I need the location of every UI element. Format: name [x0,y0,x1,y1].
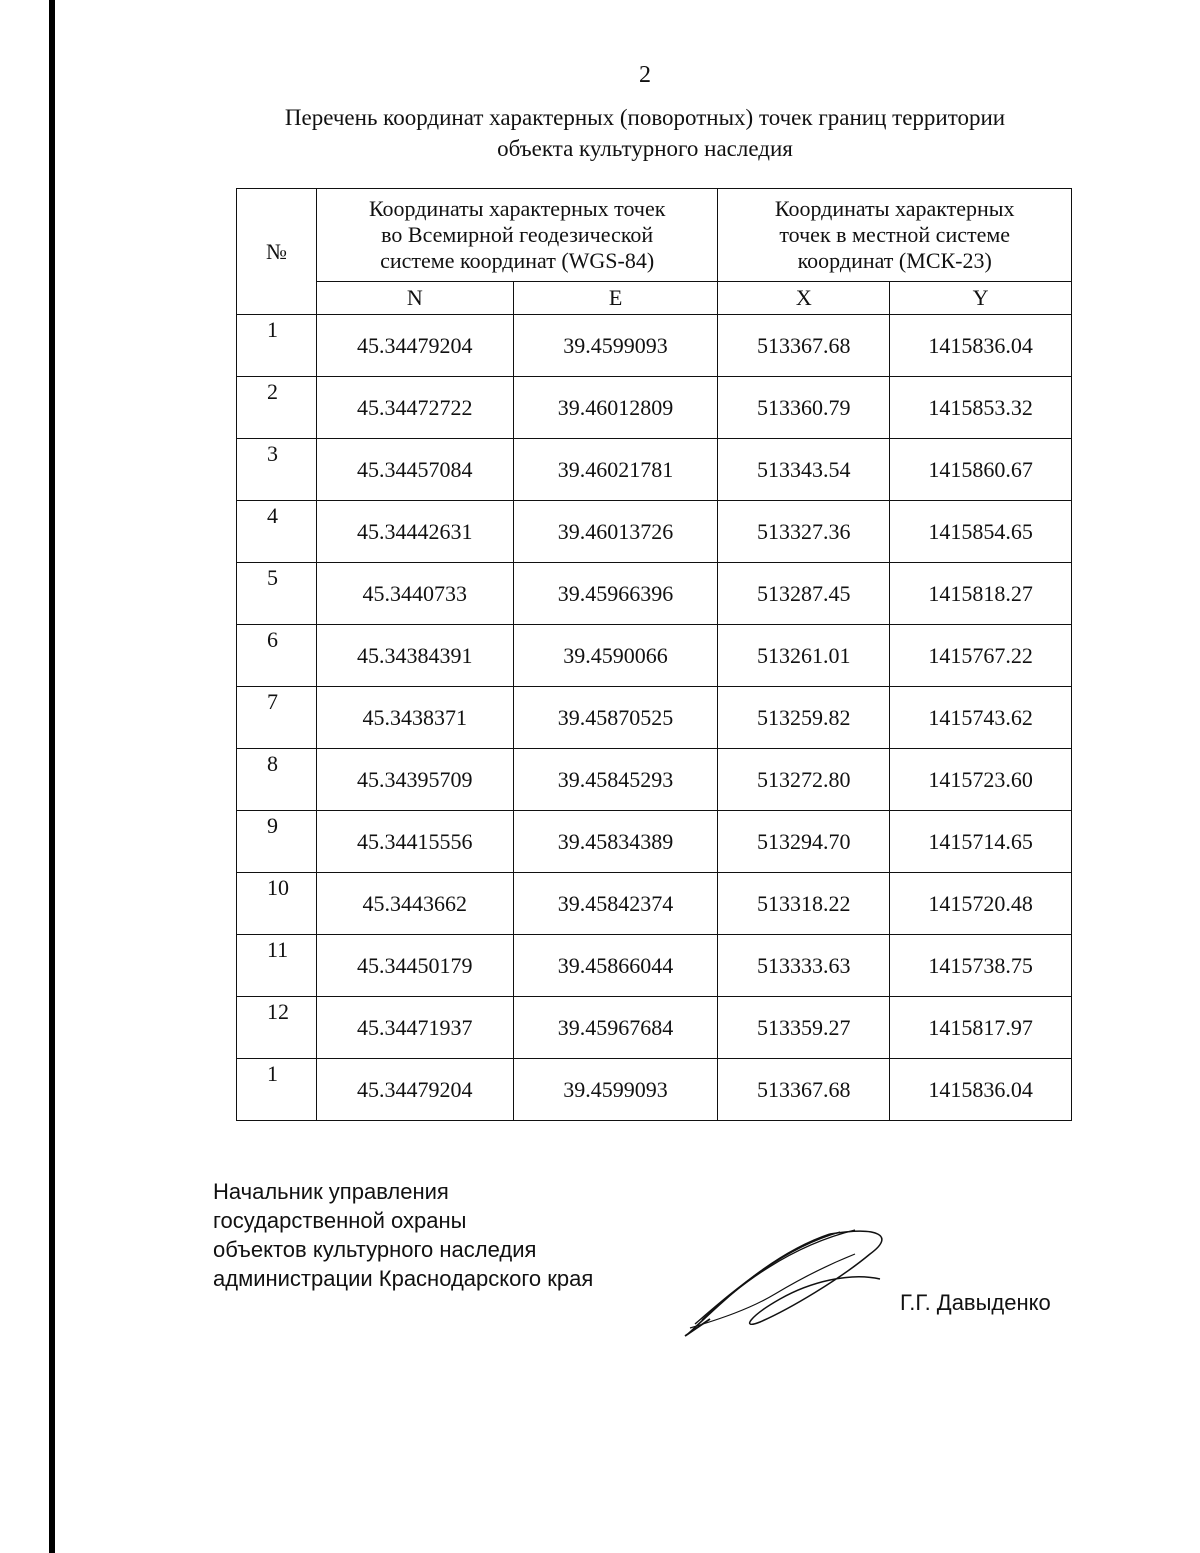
coordinate-cell: 1415860.67 [890,439,1072,501]
point-number-cell: 4 [237,501,317,563]
table-row [237,749,1072,811]
coordinate-cell: 1415743.62 [890,687,1072,749]
coordinate-cell: 1415738.75 [890,935,1072,997]
table-row [237,315,1072,377]
coordinate-cell: 39.45967684 [513,997,718,1059]
coordinate-cell: 39.4599093 [513,315,718,377]
title-line-2: объекта культурного наследия [497,136,793,161]
point-number-cell: 8 [237,749,317,811]
coordinate-cell: 45.34415556 [316,811,513,873]
coordinate-cell: 39.4590066 [513,625,718,687]
msk23-header [718,189,1072,282]
table-row [237,501,1072,563]
signatory-position [213,1177,593,1293]
coordinates-table [236,188,1072,1121]
coordinate-cell: 45.34471937 [316,997,513,1059]
msk23-header-line: координат (МСК-23) [797,248,992,273]
wgs84-header-line: во Всемирной геодезической [381,222,654,247]
point-number-cell: 3 [237,439,317,501]
table-row [237,625,1072,687]
column-header-y: Y [890,282,1072,315]
coordinate-cell: 513259.82 [718,687,890,749]
position-line: объектов культурного наследия [213,1237,537,1262]
coordinate-cell: 1415817.97 [890,997,1072,1059]
signatory-name: Г.Г. Давыденко [900,1290,1051,1315]
coordinate-cell: 45.34384391 [316,625,513,687]
point-number-cell: 1 [237,1059,317,1121]
coordinate-cell: 39.45870525 [513,687,718,749]
table-row [237,811,1072,873]
column-header-n: N [316,282,513,315]
coordinate-cell: 45.34479204 [316,315,513,377]
point-number-cell: 2 [237,377,317,439]
coordinate-cell: 513367.68 [718,315,890,377]
coordinate-cell: 513359.27 [718,997,890,1059]
wgs84-header-line: системе координат (WGS-84) [380,248,655,273]
table-row [237,439,1072,501]
coordinate-cell: 513360.79 [718,377,890,439]
coordinate-cell: 513367.68 [718,1059,890,1121]
coordinate-cell: 45.34442631 [316,501,513,563]
point-number-cell: 12 [237,997,317,1059]
coordinate-cell: 39.45842374 [513,873,718,935]
table-row [237,935,1072,997]
wgs84-header-line: Координаты характерных точек [368,196,666,221]
msk23-header-line: Координаты характерных [774,196,1015,221]
coordinate-cell: 513343.54 [718,439,890,501]
table-row [237,873,1072,935]
table-row [237,1059,1072,1121]
coordinate-cell: 513272.80 [718,749,890,811]
coordinate-cell: 45.3440733 [316,563,513,625]
coordinate-cell: 513318.22 [718,873,890,935]
coordinate-cell: 513261.01 [718,625,890,687]
column-header-e: E [513,282,718,315]
table-row [237,377,1072,439]
coordinate-cell: 45.34395709 [316,749,513,811]
position-line: администрации Краснодарского края [213,1266,594,1291]
coordinate-cell: 1415714.65 [890,811,1072,873]
coordinate-cell: 513294.70 [718,811,890,873]
point-number-cell: 11 [237,935,317,997]
coordinate-cell: 39.4599093 [513,1059,718,1121]
coordinate-cell: 39.46013726 [513,501,718,563]
point-number-cell: 10 [237,873,317,935]
coordinate-cell: 45.34450179 [316,935,513,997]
table-row [237,563,1072,625]
coordinate-cell: 1415720.48 [890,873,1072,935]
table-row [237,687,1072,749]
coordinate-cell: 513327.36 [718,501,890,563]
coordinate-cell: 39.45866044 [513,935,718,997]
coordinate-cell: 45.34457084 [316,439,513,501]
document-title [230,102,1060,164]
coordinate-cell: 45.3443662 [316,873,513,935]
coordinate-cell: 39.45966396 [513,563,718,625]
table-row [237,997,1072,1059]
page-edge-line [49,0,55,1553]
coordinate-cell: 1415767.22 [890,625,1072,687]
coordinate-cell: 39.46012809 [513,377,718,439]
coordinate-cell: 39.45834389 [513,811,718,873]
title-line-1: Перечень координат характерных (поворотных) точек границ территории [284,105,1006,130]
coordinate-cell: 513287.45 [718,563,890,625]
point-number-cell: 5 [237,563,317,625]
coordinate-cell: 1415836.04 [890,315,1072,377]
column-header-x: X [718,282,890,315]
msk23-header-line: точек в местной системе [779,222,1011,247]
page-number: 2 [639,62,651,88]
coordinate-cell: 45.34479204 [316,1059,513,1121]
wgs84-header [316,189,718,282]
coordinate-cell: 1415818.27 [890,563,1072,625]
coordinate-cell: 39.45845293 [513,749,718,811]
coordinate-cell: 39.46021781 [513,439,718,501]
coordinate-cell: 513333.63 [718,935,890,997]
coordinate-cell: 1415854.65 [890,501,1072,563]
coordinate-cell: 1415853.32 [890,377,1072,439]
point-number-cell: 7 [237,687,317,749]
coordinate-cell: 45.34472722 [316,377,513,439]
coordinate-cell: 1415836.04 [890,1059,1072,1121]
handwritten-signature [680,1224,895,1339]
point-number-cell: 1 [237,315,317,377]
position-line: Начальник управления [213,1179,449,1204]
number-column-header: № [237,189,317,315]
point-number-cell: 9 [237,811,317,873]
coordinates-table-body [237,315,1072,1121]
coordinate-cell: 1415723.60 [890,749,1072,811]
position-line: государственной охраны [213,1208,467,1233]
point-number-cell: 6 [237,625,317,687]
coordinate-cell: 45.3438371 [316,687,513,749]
